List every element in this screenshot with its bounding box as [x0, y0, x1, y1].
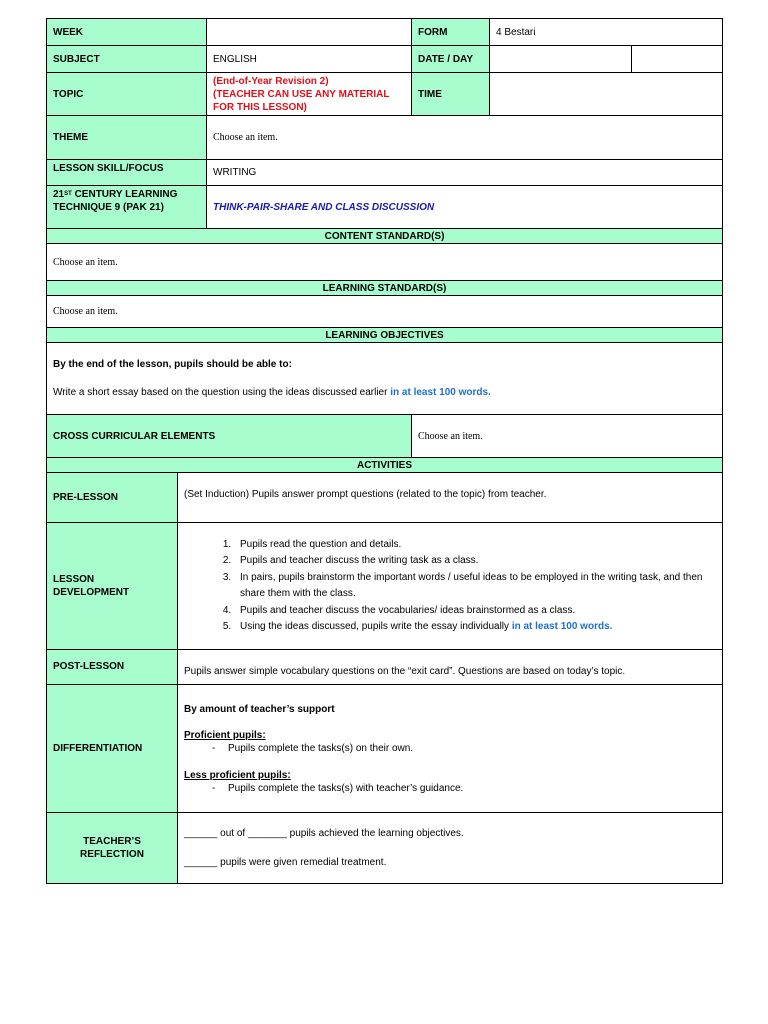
step-item: 2. Pupils and teacher discuss the writing task as a class. — [234, 553, 716, 570]
objectives-cell[interactable] — [47, 343, 723, 415]
pre-lesson-row — [47, 473, 723, 523]
activities-heading: ACTIVITIES — [47, 458, 723, 473]
time-label: TIME — [412, 73, 490, 116]
learning-standard-heading-row — [47, 281, 723, 296]
week-row — [47, 19, 723, 46]
topic-label: TOPIC — [47, 73, 207, 116]
objectives-heading: LEARNING OBJECTIVES — [47, 328, 723, 343]
theme-label: THEME — [47, 116, 207, 160]
learning-standard-heading: LEARNING STANDARD(S) — [47, 281, 723, 296]
proficient-title: Proficient pupils: — [184, 729, 266, 741]
differentiation-row — [47, 685, 723, 813]
reflection-line-2 — [184, 856, 716, 869]
lesson-development-cell[interactable] — [178, 523, 723, 650]
reflection-text: pupils achieved the learning objectives. — [286, 828, 464, 839]
objective-highlight: in at least 100 words. — [390, 387, 491, 398]
form-label: FORM — [412, 19, 490, 46]
cross-dropdown[interactable]: Choose an item. — [412, 415, 723, 458]
lesson-development-row — [47, 523, 723, 650]
reflection-line-1 — [184, 827, 716, 840]
pak-value[interactable]: THINK-PAIR-SHARE AND CLASS DISCUSSION — [207, 186, 723, 229]
reflection-row — [47, 813, 723, 884]
reflection-blank[interactable]: _______ — [247, 828, 287, 839]
pak-label — [47, 186, 207, 229]
less-proficient-item-text: Pupils complete the tasks(s) with teacher’s guidance. — [228, 782, 464, 794]
week-value[interactable] — [207, 19, 412, 46]
skill-label: LESSON SKILL/FOCUS — [47, 160, 207, 186]
less-proficient-item — [184, 782, 716, 795]
lesson-development-label: LESSON DEVELOPMENT — [47, 523, 178, 650]
objectives-intro: By the end of the lesson, pupils should be able to: — [53, 359, 292, 370]
pak-label-number: 21 — [53, 189, 65, 200]
topic-line-1: (End-of-Year Revision 2) — [213, 75, 329, 87]
activities-heading-row — [47, 458, 723, 473]
lesson-plan-table — [46, 18, 723, 884]
cross-label: CROSS CURRICULAR ELEMENTS — [47, 415, 412, 458]
pak-row — [47, 186, 723, 229]
differentiation-label: DIFFERENTIATION — [47, 685, 178, 813]
week-label: WEEK — [47, 19, 207, 46]
step-5-highlight: in at least 100 words. — [511, 621, 613, 632]
skill-value[interactable]: WRITING — [207, 160, 723, 186]
cross-row — [47, 415, 723, 458]
topic-line-2: (TEACHER CAN USE ANY MATERIAL FOR THIS LESSON) — [213, 88, 390, 113]
reflection-cell[interactable] — [178, 813, 723, 884]
proficient-item-text: Pupils complete the tasks(s) on their own. — [228, 742, 414, 754]
form-value[interactable]: 4 Bestari — [490, 19, 723, 46]
post-lesson-text[interactable]: Pupils answer simple vocabulary questions on the “exit card”. Questions are based on today’s topic. — [178, 650, 723, 685]
date-value[interactable] — [490, 46, 632, 73]
objectives-text — [53, 386, 716, 399]
reflection-blank[interactable]: ______ — [184, 857, 218, 868]
objectives-heading-row — [47, 328, 723, 343]
date-label: DATE / DAY — [412, 46, 490, 73]
subject-label: SUBJECT — [47, 46, 207, 73]
learning-standard-dropdown[interactable]: Choose an item. — [47, 296, 723, 328]
pak-label-suffix: ST — [64, 191, 72, 197]
bullet-dash: - — [212, 742, 216, 754]
reflection-blank[interactable]: ______ — [184, 828, 218, 839]
topic-row — [47, 73, 723, 116]
objectives-row — [47, 343, 723, 415]
post-lesson-label: POST-LESSON — [47, 650, 178, 685]
content-standard-heading-row — [47, 229, 723, 244]
proficient-item — [184, 742, 716, 755]
less-proficient-title: Less proficient pupils: — [184, 769, 291, 781]
post-lesson-row — [47, 650, 723, 685]
step-item: 1. Pupils read the question and details. — [234, 537, 716, 554]
step-item: 3. In pairs, pupils brainstorm the important words / useful ideas to be employed in the writing task, and then share them with the class. — [234, 570, 716, 603]
step-5-text: Using the ideas discussed, pupils write the essay individually — [240, 621, 512, 632]
differentiation-heading: By amount of teacher’s support — [184, 703, 335, 715]
subject-value[interactable]: ENGLISH — [207, 46, 412, 73]
day-value[interactable] — [632, 46, 723, 73]
skill-row — [47, 160, 723, 186]
content-standard-dropdown[interactable]: Choose an item. — [47, 244, 723, 281]
lesson-development-steps — [184, 537, 716, 636]
topic-value[interactable] — [207, 73, 412, 116]
subject-row — [47, 46, 723, 73]
pak-label-text: CENTURY LEARNING TECHNIQUE 9 (PAK 21) — [53, 189, 178, 213]
lesson-plan — [46, 18, 722, 884]
content-standard-row — [47, 244, 723, 281]
theme-row — [47, 116, 723, 160]
reflection-label: TEACHER’S REFLECTION — [47, 813, 178, 884]
objective-statement: Write a short essay based on the question using the ideas discussed earlier — [53, 387, 391, 398]
reflection-text: out of — [217, 828, 248, 839]
pre-lesson-label: PRE-LESSON — [47, 473, 178, 523]
time-value[interactable] — [490, 73, 723, 116]
step-item: 4. Pupils and teacher discuss the vocabularies/ ideas brainstormed as a class. — [234, 603, 716, 620]
bullet-dash: - — [212, 782, 216, 794]
learning-standard-row — [47, 296, 723, 328]
content-standard-heading: CONTENT STANDARD(S) — [47, 229, 723, 244]
differentiation-cell[interactable] — [178, 685, 723, 813]
pre-lesson-text[interactable]: (Set Induction) Pupils answer prompt questions (related to the topic) from teacher. — [178, 473, 723, 523]
theme-dropdown[interactable]: Choose an item. — [207, 116, 723, 160]
step-item — [234, 619, 716, 636]
reflection-text: pupils were given remedial treatment. — [217, 857, 387, 868]
